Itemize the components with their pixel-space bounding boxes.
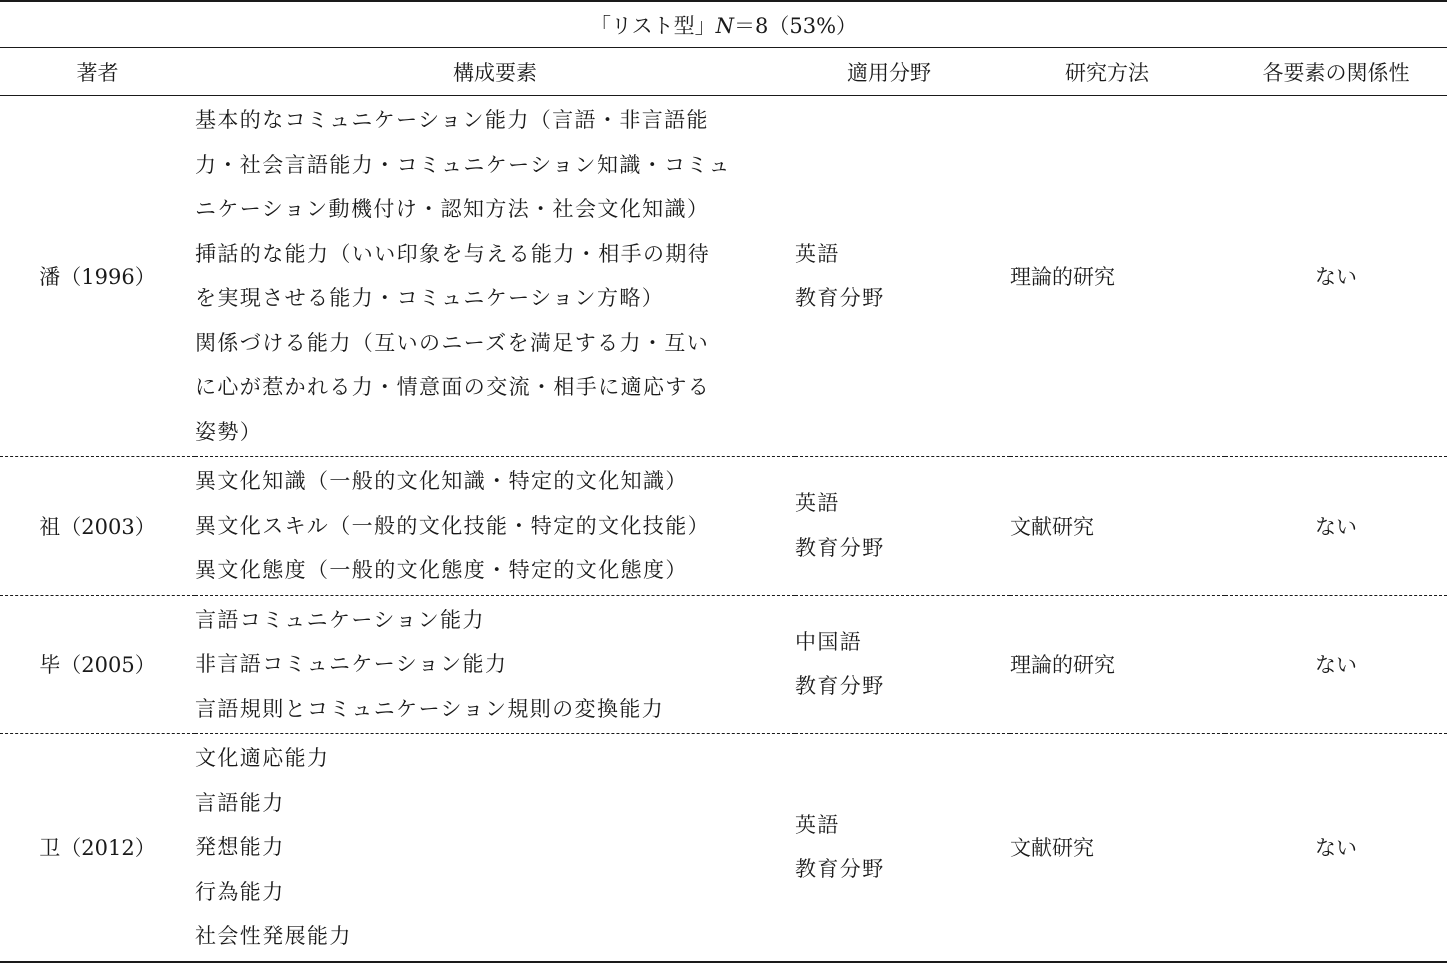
component-line: 発想能力 (195, 835, 285, 859)
table-header-row (0, 48, 1447, 96)
cell-method: 文献研究 (1010, 734, 1225, 962)
header-relation: 各要素の関係性 (1225, 48, 1447, 96)
cell-components (195, 595, 795, 734)
component-line: 言語規則とコミュニケーション規則の変換能力 (195, 696, 665, 721)
cell-method: 理論的研究 (1010, 96, 1225, 457)
component-line: 文化適応能力 (195, 746, 330, 770)
component-line: 力・社会言語能力・コミュニケーション知識・コミュ (195, 152, 731, 177)
cell-method: 文献研究 (1010, 457, 1225, 596)
cell-field (795, 595, 1010, 734)
component-line: 言語能力 (195, 790, 285, 815)
field-line: 英語 (795, 812, 840, 837)
header-method: 研究方法 (1010, 48, 1225, 96)
component-line: 非言語コミュニケーション能力 (195, 652, 508, 676)
cell-author: 祖（2003） (0, 457, 195, 596)
field-line: 英語 (795, 241, 840, 266)
component-line: 異文化知識（一般的文化知識・特定的文化知識） (195, 469, 688, 493)
component-line: 姿勢） (195, 419, 263, 444)
component-line: 異文化態度（一般的文化態度・特定的文化態度） (195, 558, 688, 582)
cell-author: 潘（1996） (0, 96, 195, 457)
component-line: 社会性発展能力 (195, 924, 352, 948)
field-line: 教育分野 (795, 286, 885, 310)
caption-n-label: N (715, 13, 734, 38)
header-components: 構成要素 (195, 48, 795, 96)
cell-relation: ない (1225, 457, 1447, 596)
cell-components (195, 96, 795, 457)
components-list (195, 734, 795, 961)
component-line: を実現させる能力・コミュニケーション方略） (195, 286, 665, 310)
component-line: 異文化スキル（一般的文化技能・特定的文化技能） (195, 513, 710, 538)
cell-field (795, 96, 1010, 457)
header-field: 適用分野 (795, 48, 1010, 96)
component-line: ニケーション動機付け・認知方法・社会文化知識） (195, 197, 710, 221)
table-caption-row (0, 1, 1447, 48)
table-row (0, 595, 1447, 734)
table-row (0, 734, 1447, 962)
table-body (0, 96, 1447, 962)
component-line: 挿話的な能力（いい印象を与える能力・相手の期待 (195, 241, 711, 266)
component-line: 関係づける能力（互いのニーズを満足する力・互い (195, 330, 710, 355)
caption-prefix: 「リスト型」 (590, 13, 716, 38)
field-line: 中国語 (795, 629, 863, 654)
table-row (0, 457, 1447, 596)
cell-field (795, 734, 1010, 962)
field-line: 教育分野 (795, 674, 885, 699)
field-line: 英語 (795, 491, 840, 516)
components-list (195, 457, 795, 595)
component-line: 基本的なコミュニケーション能力（言語・非言語能 (195, 108, 709, 132)
table-caption (0, 1, 1447, 48)
components-list (195, 96, 795, 456)
cell-field (795, 457, 1010, 596)
header-author: 著者 (0, 48, 195, 96)
component-line: 言語コミュニケーション能力 (195, 607, 485, 632)
cell-author: 毕（2005） (0, 595, 195, 734)
component-line: に心が惹かれる力・情意面の交流・相手に適応する (195, 375, 711, 399)
cell-relation: ない (1225, 96, 1447, 457)
caption-n-value: ＝8（53%） (733, 13, 858, 38)
cell-method: 理論的研究 (1010, 595, 1225, 734)
field-line: 教育分野 (795, 857, 885, 882)
components-list (195, 596, 795, 734)
component-line: 行為能力 (195, 879, 285, 904)
cell-author: 卫（2012） (0, 734, 195, 962)
cell-relation: ない (1225, 734, 1447, 962)
cell-components (195, 457, 795, 596)
table-row (0, 96, 1447, 457)
field-line: 教育分野 (795, 535, 885, 560)
cell-components (195, 734, 795, 962)
cell-relation: ない (1225, 595, 1447, 734)
